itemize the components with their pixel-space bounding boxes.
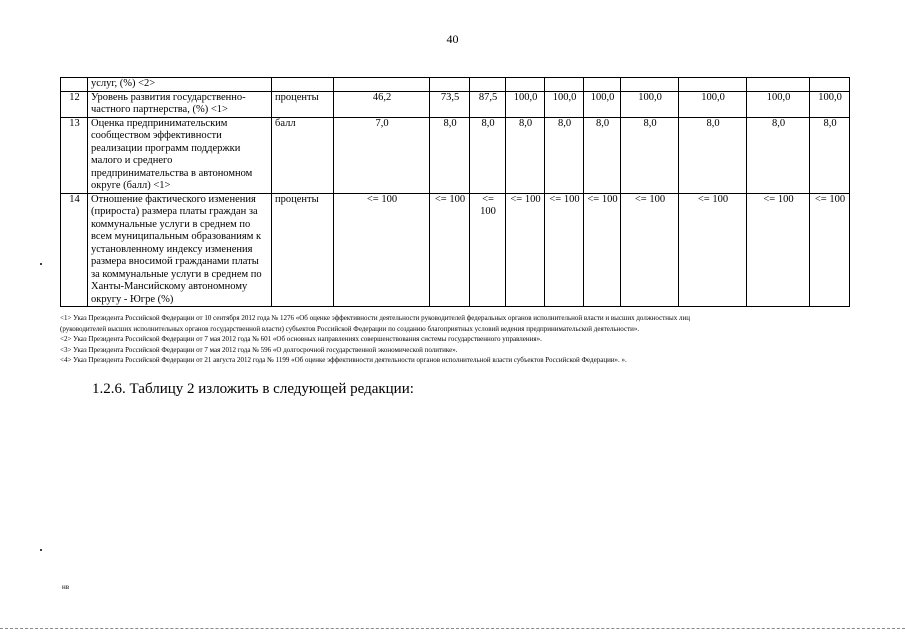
value-cell: 73,5 xyxy=(430,91,470,117)
footnotes xyxy=(60,313,860,366)
value-cell xyxy=(621,78,679,92)
value-cell: 8,0 xyxy=(430,117,470,193)
table-row xyxy=(61,78,850,92)
footnote: <1> Указ Президента Российской Федерации от 10 сентября 2012 года № 1276 «Об оценке эффективности деятельности руководителей федеральных органов исполнительной власти и высших должностных лиц xyxy=(60,314,690,322)
value-cell xyxy=(747,78,810,92)
value-cell: 7,0 xyxy=(334,117,430,193)
indicators-table xyxy=(60,77,850,307)
footnote: (руководителей высших исполнительных органов государственной власти) субъектов Российской Федерации по созданию благоприятных условий ведения предпринимательской деятельности». xyxy=(60,324,640,333)
table-row xyxy=(61,91,850,117)
value-cell: 87,5 xyxy=(470,91,506,117)
footnote: <3> Указ Президента Российской Федерации от 7 мая 2012 года № 596 «О долгосрочной государственной экономической политике». xyxy=(60,345,458,354)
value-cell xyxy=(506,78,545,92)
indicator-name: Отношение фактического изменения (прироста) размера платы граждан за коммунальные услуги в среднем по всем муниципальным образованиям к установленному индексу изменения размера вносимой гражданами платы за коммунальные услуги в среднем по Ханты-Мансийскому автономному округу - Югре (%) xyxy=(88,193,272,307)
table-row xyxy=(61,117,850,193)
value-cell: 100,0 xyxy=(747,91,810,117)
value-cell: 8,0 xyxy=(747,117,810,193)
value-cell: <= 100 xyxy=(810,193,850,307)
value-cell: 8,0 xyxy=(679,117,747,193)
value-cell: <= 100 xyxy=(679,193,747,307)
value-cell: 46,2 xyxy=(334,91,430,117)
value-cell: 8,0 xyxy=(584,117,621,193)
indicator-name: услуг, (%) <2> xyxy=(88,78,272,92)
value-cell: <= 100 xyxy=(506,193,545,307)
value-cell: <= 100 xyxy=(430,193,470,307)
value-cell: 100,0 xyxy=(584,91,621,117)
indicator-name: Уровень развития государственно-частного партнерства, (%) <1> xyxy=(88,91,272,117)
unit-cell xyxy=(272,78,334,92)
value-cell xyxy=(430,78,470,92)
value-cell: 8,0 xyxy=(810,117,850,193)
value-cell: 100,0 xyxy=(810,91,850,117)
value-cell: <= 100 xyxy=(747,193,810,307)
value-cell xyxy=(334,78,430,92)
row-number xyxy=(61,78,88,92)
value-cell: 100,0 xyxy=(545,91,584,117)
table-row xyxy=(61,193,850,307)
value-cell xyxy=(679,78,747,92)
unit-cell: проценты xyxy=(272,193,334,307)
value-cell xyxy=(470,78,506,92)
value-cell: <= 100 xyxy=(470,193,506,307)
value-cell: 8,0 xyxy=(545,117,584,193)
indicator-name: Оценка предпринимательским сообществом эффективности реализации программ поддержки малого и среднего предпринимательства в автономном округе (балл) <1> xyxy=(88,117,272,193)
value-cell: 100,0 xyxy=(679,91,747,117)
page-number: 40 xyxy=(446,32,459,46)
value-cell: <= 100 xyxy=(621,193,679,307)
footer-mark: нв xyxy=(62,583,70,591)
scan-edge-line xyxy=(0,628,905,629)
value-cell: 8,0 xyxy=(470,117,506,193)
value-cell xyxy=(545,78,584,92)
row-number: 14 xyxy=(61,193,88,307)
value-cell xyxy=(810,78,850,92)
value-cell: <= 100 xyxy=(584,193,621,307)
value-cell: 8,0 xyxy=(621,117,679,193)
value-cell: <= 100 xyxy=(545,193,584,307)
unit-cell: проценты xyxy=(272,91,334,117)
footnote: <4> Указ Президента Российской Федерации от 21 августа 2012 года № 1199 «Об оценке эффективности деятельности органов исполнительной власти субъектов Российской Федерации». ». xyxy=(60,356,627,364)
value-cell xyxy=(584,78,621,92)
row-number: 13 xyxy=(61,117,88,193)
scan-speck xyxy=(40,549,42,551)
value-cell: <= 100 xyxy=(334,193,430,307)
section-heading: 1.2.6. Таблицу 2 изложить в следующей редакции: xyxy=(92,381,414,397)
row-number: 12 xyxy=(61,91,88,117)
footnote: <2> Указ Президента Российской Федерации от 7 мая 2012 года № 601 «Об основных направлениях совершенствования системы государственного управления». xyxy=(60,335,542,343)
value-cell: 100,0 xyxy=(506,91,545,117)
scan-speck xyxy=(40,263,42,265)
value-cell: 8,0 xyxy=(506,117,545,193)
value-cell: 100,0 xyxy=(621,91,679,117)
unit-cell: балл xyxy=(272,117,334,193)
